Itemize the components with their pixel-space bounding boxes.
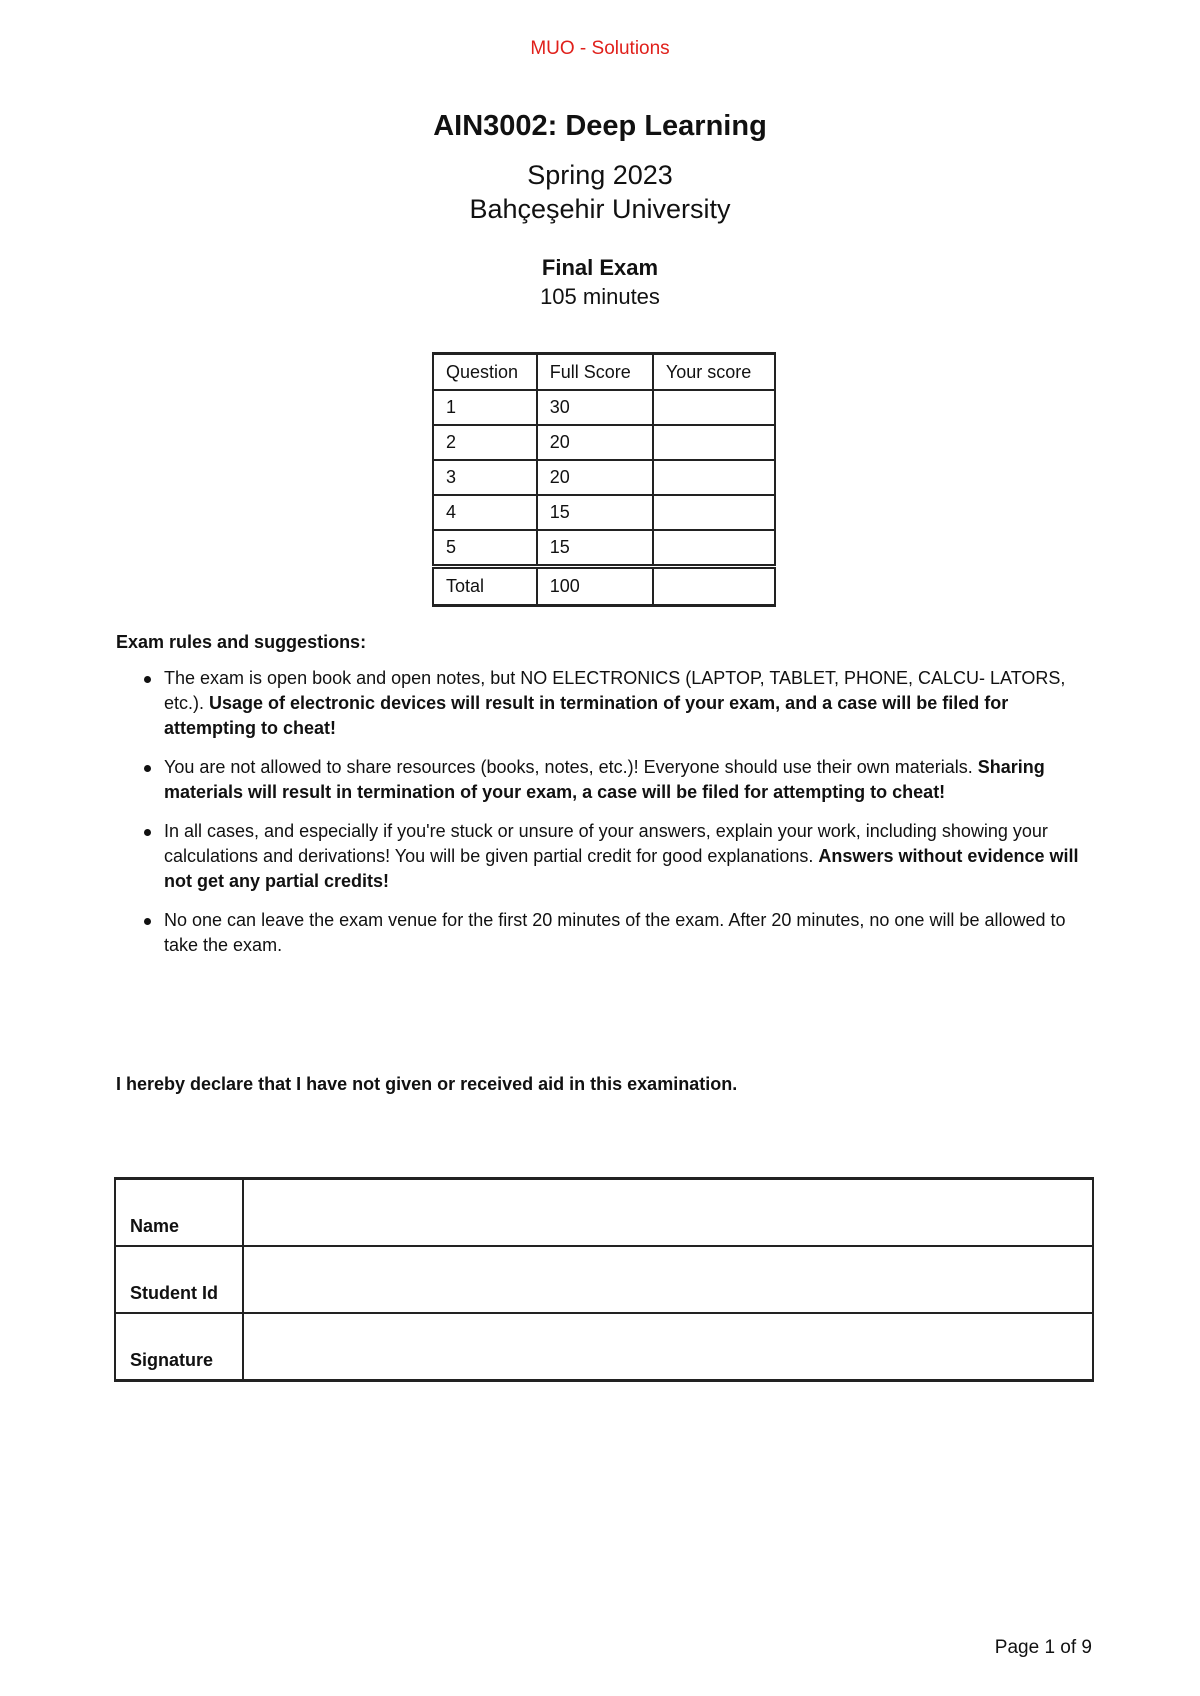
declaration: I hereby declare that I have not given or received aid in this examination.: [116, 1074, 738, 1094]
rule-emphasis: Usage of electronic devices will result in termination of your exam, and a case will be filed for attempting to cheat!: [164, 693, 1009, 738]
rule-emphasis: Answers without evidence will not get any partial credits!: [164, 846, 1079, 891]
question-number: 3: [433, 460, 537, 495]
name-field[interactable]: [243, 1179, 1093, 1247]
exam-type: Final Exam: [541, 255, 659, 280]
name-row: [115, 1179, 1093, 1247]
title-block: [0, 108, 1200, 312]
total-row: [433, 567, 775, 606]
full-score: 20: [537, 460, 653, 495]
question-number: 4: [433, 495, 537, 530]
student-id-field[interactable]: [243, 1246, 1093, 1313]
student-id-row: [115, 1246, 1093, 1313]
score-table: [432, 352, 776, 607]
question-number: 2: [433, 425, 537, 460]
watermark: MUO - Solutions: [530, 38, 670, 59]
list-item: [116, 908, 1096, 958]
rules-heading: Exam rules and suggestions:: [116, 632, 367, 652]
rule-text: You are not allowed to share resources (books, notes, etc.)! Everyone should use their own materials.: [164, 757, 978, 777]
table-row: [433, 425, 775, 460]
header-full-score: Full Score: [537, 354, 653, 391]
header-question: Question: [433, 354, 537, 391]
table-row: [433, 460, 775, 495]
total-your-score-cell: [653, 567, 775, 606]
table-row: [433, 530, 775, 567]
rule-text: In all cases, and especially if you're stuck or unsure of your answers, explain your work, including showing your calculations and derivations! You will be given partial credit for good explanations.: [164, 821, 1048, 866]
university: Bahçeşehir University: [469, 194, 731, 224]
identity-form: [114, 1177, 1094, 1382]
list-item: [116, 755, 1096, 805]
rules-list: [116, 666, 1096, 972]
total-value: 100: [537, 567, 653, 606]
bullet-icon: [144, 765, 151, 772]
bullet-icon: [144, 676, 151, 683]
signature-field[interactable]: [243, 1313, 1093, 1381]
rule-text: No one can leave the exam venue for the first 20 minutes of the exam. After 20 minutes, no one will be allowed to take the exam.: [164, 910, 1066, 955]
course-title: AIN3002: Deep Learning: [433, 110, 767, 142]
your-score-cell: [653, 530, 775, 567]
rule-emphasis: Sharing materials will result in termination of your exam, a case will be filed for attempting to cheat!: [164, 757, 1045, 802]
bullet-icon: [144, 829, 151, 836]
your-score-cell: [653, 390, 775, 425]
your-score-cell: [653, 495, 775, 530]
your-score-cell: [653, 425, 775, 460]
student-id-label: Student Id: [115, 1246, 243, 1313]
page-number: Page 1 of 9: [994, 1637, 1092, 1658]
list-item: [116, 666, 1096, 741]
bullet-icon: [144, 918, 151, 925]
full-score: 15: [537, 530, 653, 567]
header-your-score: Your score: [653, 354, 775, 391]
signature-row: [115, 1313, 1093, 1381]
semester: Spring 2023: [527, 160, 673, 190]
exam-duration: 105 minutes: [540, 284, 660, 309]
total-label: Total: [433, 567, 537, 606]
name-label: Name: [115, 1179, 243, 1247]
list-item: [116, 819, 1096, 894]
your-score-cell: [653, 460, 775, 495]
signature-label: Signature: [115, 1313, 243, 1381]
table-row: [433, 495, 775, 530]
question-number: 5: [433, 530, 537, 567]
full-score: 15: [537, 495, 653, 530]
full-score: 30: [537, 390, 653, 425]
table-row: [433, 390, 775, 425]
rule-text: The exam is open book and open notes, but NO ELECTRONICS (LAPTOP, TABLET, PHONE, CALCU- LATORS, etc.).: [164, 668, 1066, 713]
score-table-header: [433, 354, 775, 391]
question-number: 1: [433, 390, 537, 425]
full-score: 20: [537, 425, 653, 460]
